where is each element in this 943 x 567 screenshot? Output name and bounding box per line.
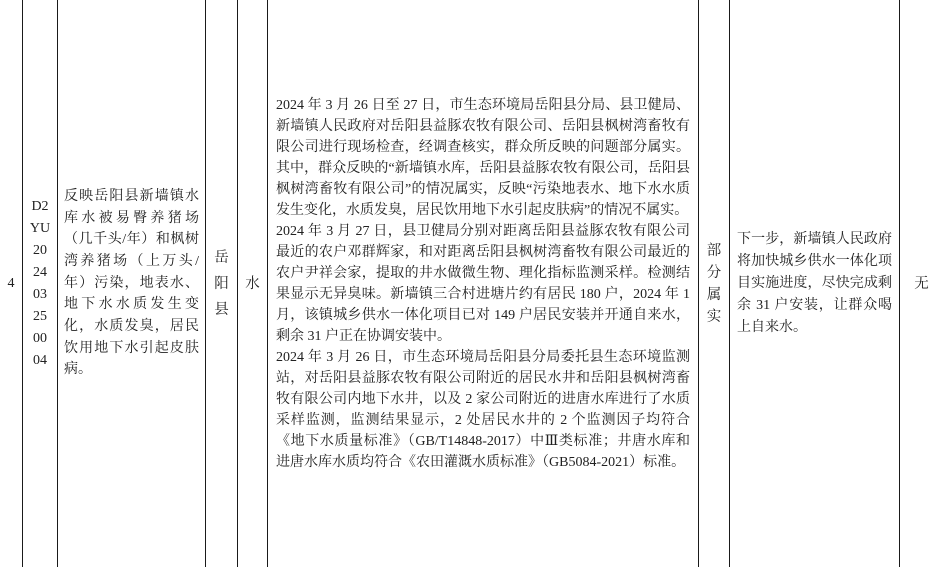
investigation-paragraph-1: 2024 年 3 月 26 日至 27 日，市生态环境局岳阳县分局、县卫健局、新墙镇人民政府对岳阳县益豚农牧有限公司、岳阳县枫树湾畜牧有限公司进行现场检查，经调查核实，群众所反映的问题部分属实。其中，群众反映的“新墙镇水库，岳阳县益豚农牧有限公司，岳阳县枫树湾畜牧有限公司”的情况属实，反映“污染地表水、地下水水质发生变化，水质发臭，居民饮用地下水引起皮肤病”的情况不属实。 [276, 97, 690, 218]
cell-next-steps [730, 0, 900, 567]
cell-accountability [900, 0, 943, 567]
region-name: 岳阳县 [214, 249, 229, 318]
next-steps-text: 下一步，新墙镇人民政府将加快城乡供水一体化项目实施进度，尽快完成剩余 31 户安装，让群众喝上自来水。 [737, 231, 892, 335]
investigation-paragraph-2: 2024 年 3 月 27 日，县卫健局分别对距离岳阳县益豚农牧有限公司最近的农户邓群辉家，和对距离岳阳县枫树湾畜牧有限公司最近的农户尹祥会家，提取的井水做微生物、理化指标监测采样。检测结果显示无异臭味。新墙镇三合村进塘片约有居民 180 户，2024 年 1 月，该镇城乡供水一体化项目已对 149 户居民安装并开通自来水，剩余 31 户正在协调安装中。 [276, 223, 690, 344]
investigation-paragraph-3: 2024 年 3 月 26 日，市生态环境局岳阳县分局委托县生态环境监测站，对岳阳县益豚农牧有限公司附近的居民水井和岳阳县枫树湾畜牧有限公司内地下水井，以及 2 家公司附近的进唐水库进行了水质采样监测，监测结果显示，2 处居民水井的 2 个监测因子均符合《地下水质量标准》（GB/T14848-2017）中Ⅲ类标准；井唐水库和进唐水库水质均符合《农田灌溉水质标准》（GB5084-2021）标准。 [276, 349, 690, 470]
case-id: D2 YU 20 24 03 25 00 04 [29, 198, 51, 368]
cell-sequence-number [0, 0, 23, 567]
cell-region [206, 0, 238, 567]
cell-case-id [23, 0, 58, 567]
cell-complaint [58, 0, 206, 567]
complaint-text: 反映岳阳县新墙镇水库水被易臀养猪场（几千头/年）和枫树湾养猪场（上万头/年）污染，地表水、地下水水质发生变化，水质发臭，居民饮用地下水引起皮肤病。 [64, 188, 199, 378]
cell-verification-result [699, 0, 730, 567]
accountability-text: 无 [914, 275, 929, 292]
cell-category [238, 0, 268, 567]
pollution-category: 水 [245, 275, 260, 292]
cell-investigation [268, 0, 699, 567]
verification-result: 部分属实 [706, 242, 722, 325]
sequence-number: 4 [7, 275, 15, 291]
